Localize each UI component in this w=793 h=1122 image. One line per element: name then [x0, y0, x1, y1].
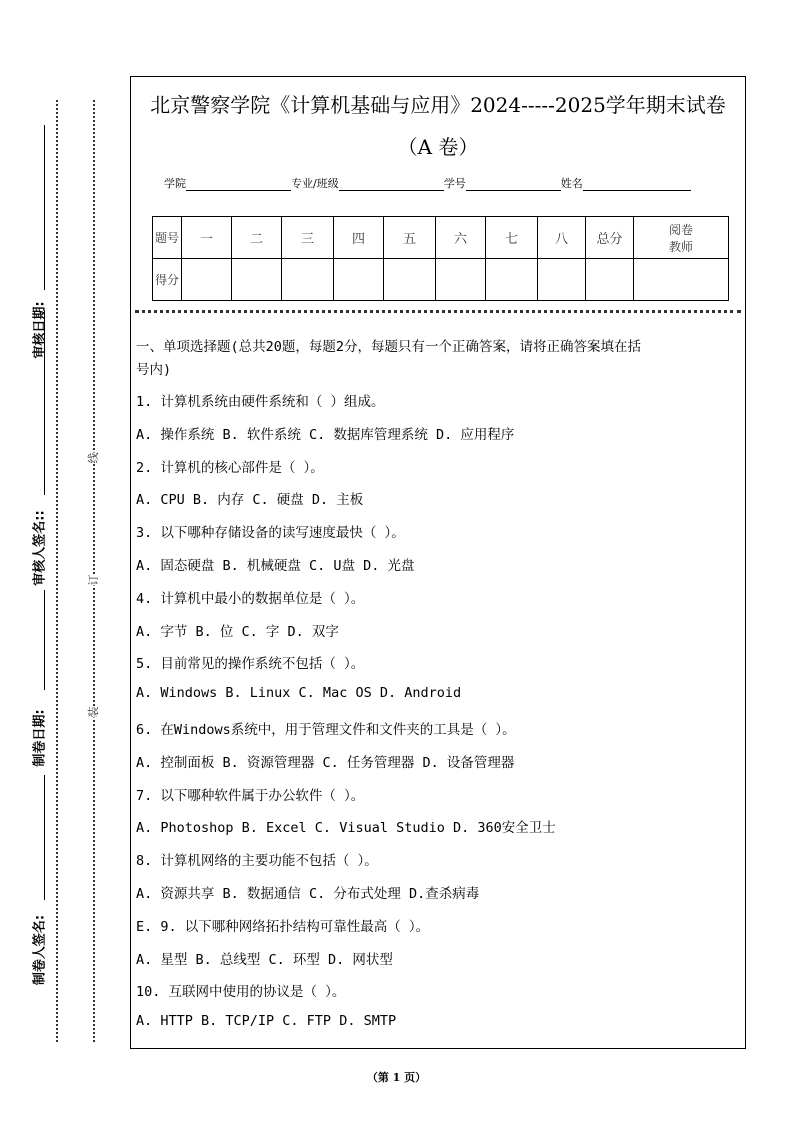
student-id-field[interactable] [466, 179, 561, 191]
score-cell [538, 259, 586, 301]
reviewer-signature-label: 审核人签名:: [32, 510, 48, 586]
question-text: 8. 计算机网络的主要功能不包括（ ）。 [136, 853, 378, 870]
score-cell [282, 259, 334, 301]
question-number-header: 题号 [153, 217, 182, 259]
score-cell [436, 259, 486, 301]
signature-line [44, 125, 45, 290]
col-header: 五 [384, 217, 436, 259]
question-text: E. 9. 以下哪种网络拓扑结构可靠性最高（ ）。 [136, 918, 430, 935]
score-cell [334, 259, 384, 301]
signature-line [44, 775, 45, 900]
paper-date-label: 制卷日期: [32, 709, 48, 767]
score-cell [384, 259, 436, 301]
exam-page [130, 76, 746, 1049]
answer-options: A. Windows B. Linux C. Mac OS D. Android [136, 685, 462, 702]
answer-options: A. 控制面板 B. 资源管理器 C. 任务管理器 D. 设备管理器 [136, 754, 515, 771]
answer-options: A. 固态硬盘 B. 机械硬盘 C. U盘 D. 光盘 [136, 558, 415, 574]
binding-mark: 装 [87, 706, 100, 718]
staple-mark: 订 [87, 574, 100, 586]
separator [135, 310, 741, 313]
student-info [164, 175, 691, 191]
line-mark: 线 [87, 452, 100, 464]
score-cell [586, 259, 634, 301]
question-text: 1. 计算机系统由硬件系统和（ ）组成。 [136, 394, 385, 410]
name-label: 姓名 [560, 177, 583, 190]
score-row-header: 得分 [153, 259, 182, 301]
question-text: 7. 以下哪种软件属于办公软件（ ）。 [136, 787, 365, 804]
college-field[interactable] [186, 179, 291, 191]
score-cell [182, 259, 232, 301]
col-header: 七 [486, 217, 538, 259]
question-text: 4. 计算机中最小的数据单位是（ ）。 [136, 590, 365, 607]
score-cell [634, 259, 729, 301]
col-header: 三 [282, 217, 334, 259]
page-number: （第 1 页） [366, 1071, 427, 1084]
score-cell [232, 259, 282, 301]
question-text: 10. 互联网中使用的协议是（ ）。 [136, 984, 346, 1001]
answer-options: A. 字节 B. 位 C. 字 D. 双字 [136, 623, 339, 640]
margin-dotted-line [56, 100, 58, 1042]
answer-options: A. 资源共享 B. 数据通信 C. 分布式处理 D.查杀病毒 [136, 886, 480, 902]
col-header: 二 [232, 217, 282, 259]
section-heading: 一、单项选择题(总共20题，每题2分，每题只有一个正确答案，请将正确答案填在括 [136, 339, 642, 355]
col-header: 八 [538, 217, 586, 259]
college-label: 学院 [164, 177, 186, 190]
binding-dotted-line [93, 100, 95, 1042]
score-cell [486, 259, 538, 301]
question-text: 2. 计算机的核心部件是（ ）。 [136, 459, 324, 476]
paper-maker-signature-label: 制卷人签名: [32, 914, 48, 986]
major-field[interactable] [339, 179, 444, 191]
question-text: 5. 目前常见的操作系统不包括（ ）。 [136, 656, 365, 673]
answer-options: A. 星型 B. 总线型 C. 环型 D. 网状型 [136, 951, 393, 968]
col-header: 阅卷教师 [634, 217, 729, 259]
col-header: 总分 [586, 217, 634, 259]
question-text: 3. 以下哪种存储设备的读写速度最快（ ）。 [136, 525, 405, 542]
name-field[interactable] [583, 179, 691, 191]
review-date-label: 审核日期: [32, 301, 48, 359]
col-header: 四 [334, 217, 384, 259]
answer-options: A. CPU B. 内存 C. 硬盘 D. 主板 [136, 492, 364, 509]
section-heading-cont: 号内) [136, 362, 172, 378]
answer-options: A. Photoshop B. Excel C. Visual Studio D. 360安全卫士 [136, 820, 556, 837]
col-header: 一 [182, 217, 232, 259]
signature-line [44, 590, 45, 690]
answer-options: A. 操作系统 B. 软件系统 C. 数据库管理系统 D. 应用程序 [136, 426, 515, 443]
major-label: 专业/班级 [291, 177, 339, 190]
exam-title: 北京警察学院《计算机基础与应用》2024-----2025学年期末试卷 [150, 93, 726, 117]
exam-subtitle: （A 卷） [397, 135, 479, 159]
student-id-label: 学号 [443, 177, 466, 190]
answer-options: A. HTTP B. TCP/IP C. FTP D. SMTP [136, 1013, 397, 1030]
score-table [152, 216, 729, 301]
question-text: 6. 在Windows系统中，用于管理文件和文件夹的工具是（ ）。 [136, 722, 516, 738]
col-header: 六 [436, 217, 486, 259]
